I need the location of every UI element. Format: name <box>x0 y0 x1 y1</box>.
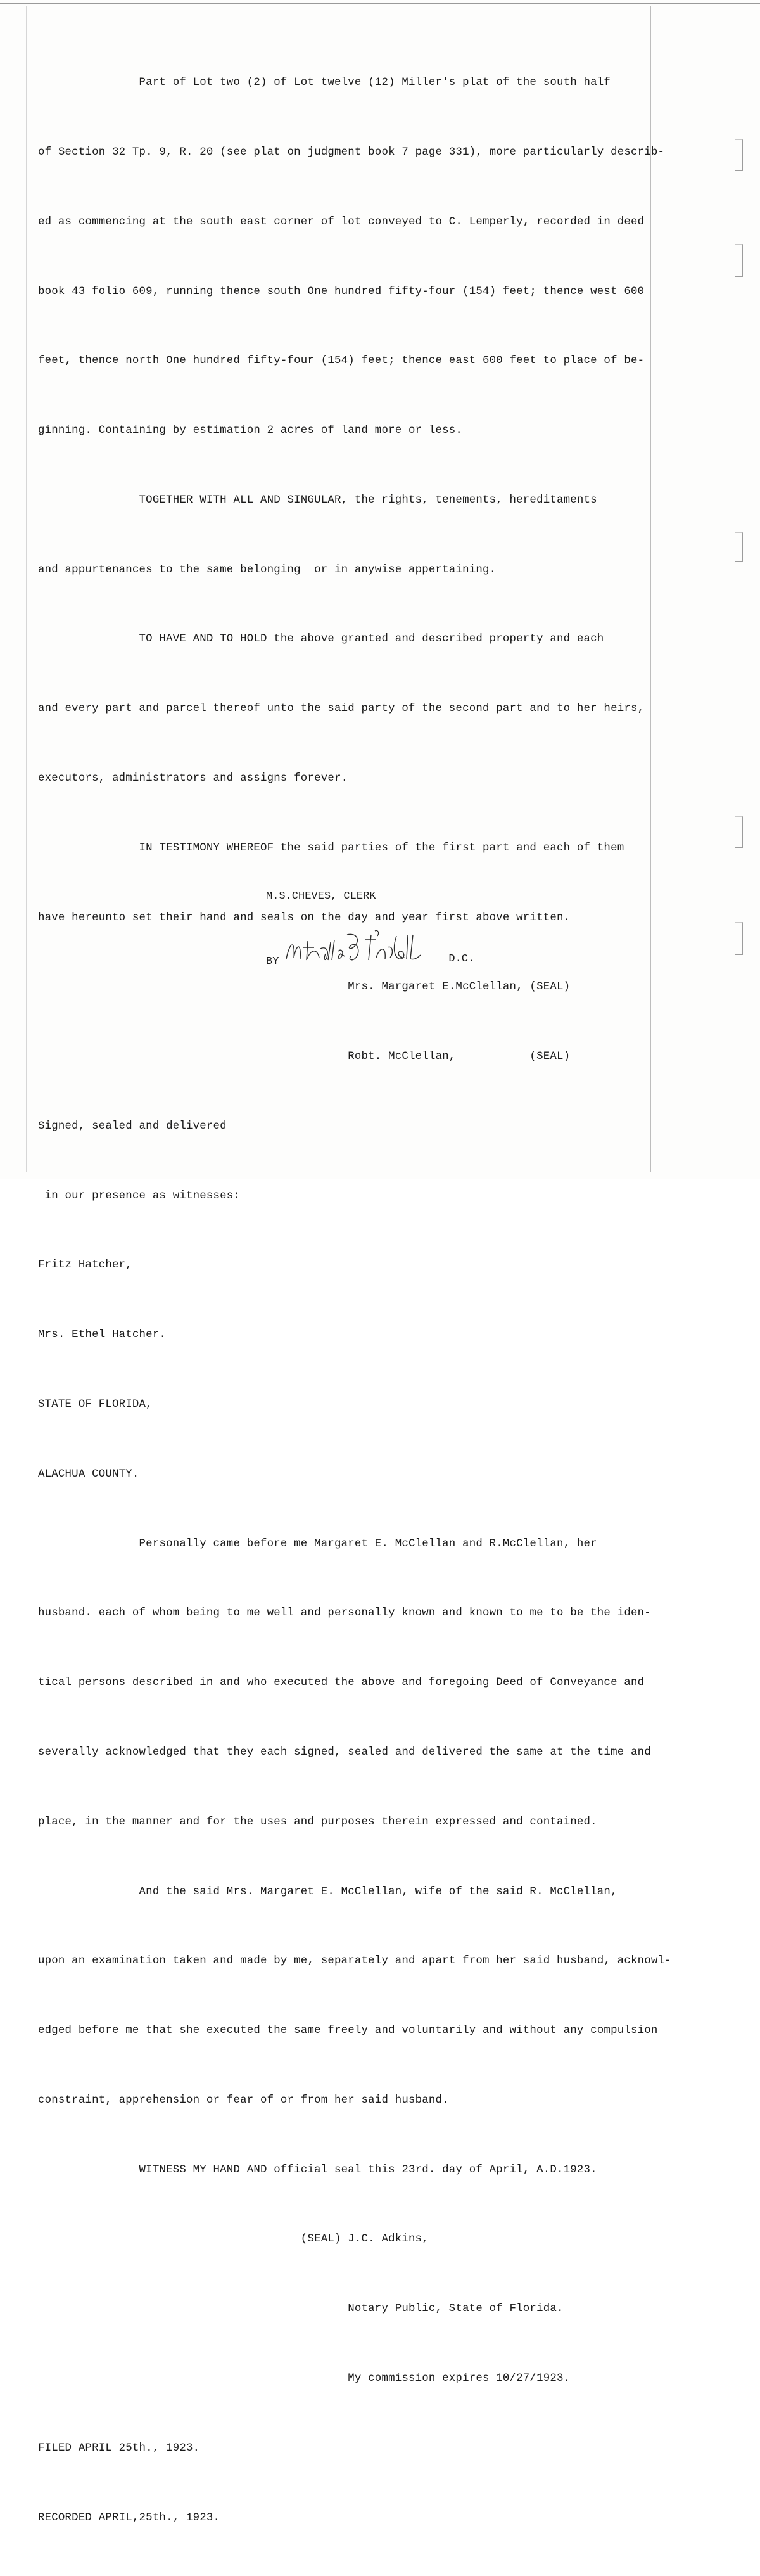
text-line: ed as commencing at the south east corner of lot conveyed to C. Lemperly, recorded in deed <box>38 215 645 228</box>
clerk-signature-block <box>266 866 474 992</box>
text-line: Part of Lot two (2) of Lot twelve (12) Miller's plat of the south half <box>38 77 611 89</box>
by-label: BY <box>266 956 279 968</box>
text-line: edged before me that she executed the same freely and voluntarily and without any compulsion <box>38 2025 658 2037</box>
text-line: and appurtenances to the same belonging or in anywise appertaining. <box>38 563 497 576</box>
text-line: TOGETHER WITH ALL AND SINGULAR, the rights, tenements, hereditaments <box>38 494 597 506</box>
by-row <box>266 928 474 968</box>
notary-line: (SEAL) J.C. Adkins, <box>38 2233 429 2246</box>
margin-bracket <box>735 244 743 277</box>
handwritten-signature <box>281 928 440 968</box>
notary-line: Notary Public, State of Florida. <box>38 2303 564 2316</box>
margin-bracket <box>735 139 743 171</box>
text-line: and every part and parcel thereof unto the said party of the second part and to her heirs, <box>38 703 645 715</box>
filing-line: RECORDED APRIL,25th., 1923. <box>38 2511 220 2524</box>
text-line: of Section 32 Tp. 9, R. 20 (see plat on judgment book 7 page 331), more particularly describ- <box>38 146 665 158</box>
deputy-clerk-label: D.C. <box>448 953 475 965</box>
witness-line: Mrs. Ethel Hatcher. <box>38 1329 167 1342</box>
signature-line: Mrs. Margaret E.McClellan, (SEAL) <box>38 981 571 994</box>
text-line: Personally came before me Margaret E. McClellan and R.McClellan, her <box>38 1537 597 1550</box>
text-line: executors, administrators and assigns forever. <box>38 772 348 785</box>
text-line: book 43 folio 609, running thence south One hundred fifty-four (154) feet; thence west 600 <box>38 285 645 298</box>
text-line: TO HAVE AND TO HOLD the above granted and described property and each <box>38 633 604 646</box>
margin-bracket <box>735 816 743 848</box>
text-line: WITNESS MY HAND AND official seal this 23rd. day of April, A.D.1923. <box>38 2163 597 2176</box>
margin-bracket <box>735 922 743 955</box>
text-line: tical persons described in and who executed the above and foregoing Deed of Conveyance and <box>38 1677 645 1689</box>
text-line: feet, thence north One hundred fifty-four (154) feet; thence east 600 feet to place of be- <box>38 355 645 368</box>
notary-line: My commission expires 10/27/1923. <box>38 2372 571 2385</box>
text-line: have hereunto set their hand and seals on the day and year first above written. <box>38 911 571 924</box>
text-line: constraint, apprehension or fear of or from her said husband. <box>38 2094 449 2106</box>
text-line: severally acknowledged that they each signed, sealed and delivered the same at the time and <box>38 1746 651 1759</box>
text-line: Signed, sealed and delivered <box>38 1120 227 1132</box>
text-line: ALACHUA COUNTY. <box>38 1468 139 1480</box>
text-line: in our presence as witnesses: <box>38 1189 241 1202</box>
deed-body-text <box>38 25 671 2576</box>
top-border-rule <box>0 3 760 4</box>
signature-line: Robt. McClellan, (SEAL) <box>38 1051 571 1063</box>
text-line: husband. each of whom being to me well and personally known and known to me to be the iden- <box>38 1607 651 1620</box>
left-margin-line <box>26 6 27 1172</box>
text-line: STATE OF FLORIDA, <box>38 1399 153 1411</box>
filing-line: FILED APRIL 25th., 1923. <box>38 2442 200 2454</box>
clerk-name: M.S.CHEVES, CLERK <box>266 890 376 902</box>
witness-line: Fritz Hatcher, <box>38 1259 132 1272</box>
text-line: ginning. Containing by estimation 2 acres of land more or less. <box>38 425 463 437</box>
text-line: upon an examination taken and made by me, separately and apart from her said husband, acknowl- <box>38 1955 671 1968</box>
text-line: IN TESTIMONY WHEREOF the said parties of the first part and each of them <box>38 842 624 854</box>
text-line: place, in the manner and for the uses and purposes therein expressed and contained. <box>38 1816 597 1828</box>
text-line: And the said Mrs. Margaret E. McClellan, wife of the said R. McClellan, <box>38 1885 618 1898</box>
margin-bracket <box>735 532 743 562</box>
